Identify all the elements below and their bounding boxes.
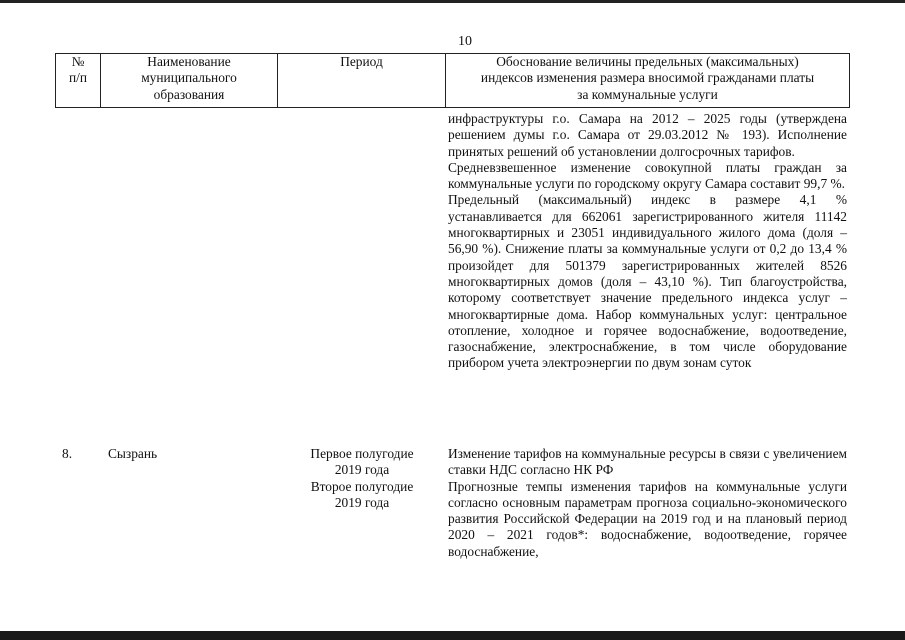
scan-top-border bbox=[0, 0, 905, 3]
header-municipality bbox=[101, 54, 277, 103]
header-num-line: п/п bbox=[68, 70, 88, 86]
header-num-line: № bbox=[71, 54, 85, 69]
period-line: Второе полугодие bbox=[310, 478, 414, 494]
header-num bbox=[56, 54, 100, 87]
table-row-period bbox=[281, 446, 443, 511]
table-row-justification bbox=[448, 446, 847, 560]
header-municipality-line: образования bbox=[153, 86, 225, 102]
table-right-border bbox=[849, 53, 850, 108]
header-justification bbox=[446, 54, 849, 103]
justification-paragraph: Изменение тарифов на коммунальные ресурсы в связи с увеличением ставки НДС согласно НК РФ bbox=[448, 446, 847, 478]
page-number: 10 bbox=[458, 34, 472, 49]
header-period bbox=[278, 54, 445, 70]
table-row-num: 8. bbox=[62, 446, 73, 461]
justification-paragraph: инфраструктуры г.о. Самара на 2012 – 2025 годы (утверждена решением думы г.о. Самара от 29.03.2012 № 193). Исполнение принятых решений об установлении долгосрочных тарифов. bbox=[448, 111, 847, 159]
period-line: 2019 года bbox=[334, 494, 390, 510]
justification-paragraph: Прогнозные темпы изменения тарифов на коммунальные услуги согласно основным параметрам прогноза социально-экономического развития Российской Федерации на 2019 год и на плановый период 2020 – 2021 годов*: водоснабжение, водоотведение, горячее водоснабжение, bbox=[448, 478, 847, 559]
justification-paragraph: Предельный (максимальный) индекс в размере 4,1 % устанавливается для 662061 зарегистрированного жителя 11142 многоквартирных и 23051 индивидуального жилого дома (доля – 56,90 %). Снижение платы за коммунальные услуги от 0,2 до 13,4 % произойдет для 501379 зарегистрированных жителей 8526 многоквартирных домов (доля – 43,10 %). Тип благоустройства, которому соответствует значение предельного индекса услуг – многоквартирные дома. Набор коммунальных услуг: центральное отопление, холодное и горячее водоснабжение, водоотведение, газоснабжение, электроснабжение, в том числе оборудование прибором учета электроэнергии по двум зонам суток bbox=[448, 192, 847, 371]
header-municipality-line: Наименование bbox=[147, 54, 231, 69]
header-period-line: Период bbox=[340, 54, 383, 69]
table-header-bottom-border bbox=[55, 107, 850, 108]
justification-paragraph: Средневзвешенное изменение совокупной платы граждан за коммунальные услуги по городскому округу Самара составит 99,7 %. bbox=[448, 159, 847, 192]
period-line: Первое полугодие bbox=[310, 446, 414, 461]
table-row-municipality: Сызрань bbox=[108, 446, 158, 461]
scan-bottom-border bbox=[0, 631, 905, 640]
header-justification-line: Обоснование величины предельных (максимальных) bbox=[496, 54, 799, 69]
table-row-justification bbox=[448, 111, 847, 372]
header-municipality-line: муниципального bbox=[141, 70, 237, 86]
header-justification-line: за коммунальные услуги bbox=[577, 86, 718, 102]
header-justification-line: индексов изменения размера вносимой гражданами платы bbox=[480, 70, 815, 86]
period-line: 2019 года bbox=[334, 462, 390, 478]
